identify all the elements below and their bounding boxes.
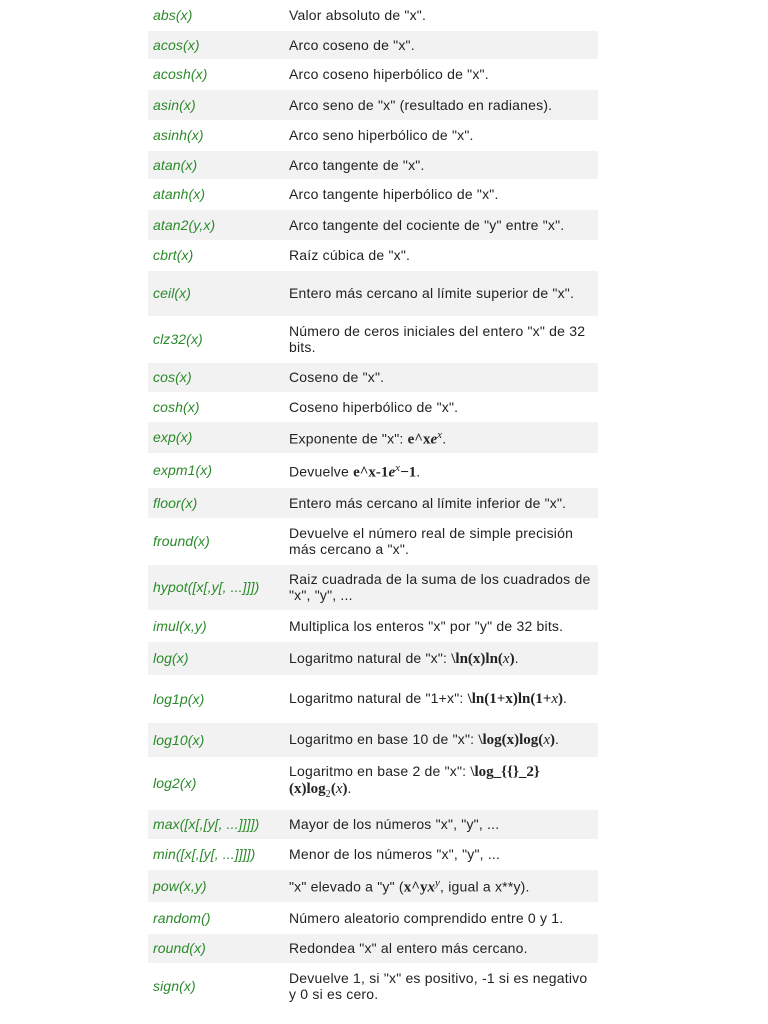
function-name: sign(x) (148, 963, 289, 1009)
description-tail: . (563, 690, 568, 706)
function-description (289, 518, 598, 564)
function-name: floor(x) (148, 487, 289, 518)
function-name: asinh(x) (148, 120, 289, 150)
table-row (148, 150, 598, 179)
function-name: log(x) (148, 641, 289, 675)
function-description (289, 209, 598, 240)
function-name: round(x) (148, 933, 289, 963)
function-name: acos(x) (148, 30, 289, 59)
table-row (148, 963, 598, 1009)
function-description (289, 453, 598, 487)
function-description (289, 610, 598, 641)
function-name: max([x[,[y[, ...]]]]) (148, 809, 289, 839)
description-tail: . (514, 649, 519, 666)
description-text: Arco coseno hiperbólico de "x". (289, 66, 489, 82)
description-text: Número de ceros iniciales del entero "x" de 32 bits. (289, 323, 586, 355)
function-name: log1p(x) (148, 675, 289, 722)
table-body (148, 0, 598, 1009)
math-variable: x (551, 691, 559, 707)
table-row (148, 120, 598, 150)
description-text: Multiplica los enteros "x" por "y" de 32 bits. (289, 617, 564, 634)
function-name: ceil(x) (148, 270, 289, 316)
function-description (289, 675, 598, 722)
function-description (289, 839, 598, 869)
description-text: Logaritmo natural de "x": (289, 649, 452, 666)
function-description (289, 869, 598, 902)
description-text: Valor absoluto de "x". (289, 6, 427, 23)
table-row (148, 902, 598, 933)
function-description (289, 757, 598, 809)
function-name: cbrt(x) (148, 240, 289, 270)
table-row (148, 809, 598, 839)
math-rendered: ln(1+ (517, 691, 552, 707)
function-name: atan(x) (148, 150, 289, 179)
description-text: Devuelve el número real de simple precisión más cercano a "x". (289, 525, 574, 557)
description-text: Raiz cuadrada de la suma de los cuadrados de "x", "y", ... (289, 571, 591, 603)
function-name: expm1(x) (148, 453, 289, 487)
table-row (148, 757, 598, 809)
function-description (289, 902, 598, 933)
math-tail: ) (549, 732, 555, 748)
description-text: Mayor de los números "x", "y", ... (289, 816, 500, 832)
function-description (289, 120, 598, 150)
table-row (148, 675, 598, 722)
function-name: imul(x,y) (148, 610, 289, 641)
table-row (148, 421, 598, 453)
function-description (289, 809, 598, 839)
math-source: \ln(x) (451, 650, 486, 667)
description-text: Raíz cúbica de "x". (289, 247, 411, 263)
math-source: e^x (407, 431, 431, 448)
description-text: Logaritmo en base 10 de "x": (289, 731, 479, 747)
function-description (289, 421, 598, 453)
description-text: Devuelve 1, si "x" es positivo, -1 si es negativo y 0 si es cero. (289, 970, 588, 1002)
math-tail: ) (509, 650, 515, 667)
function-description (289, 270, 598, 316)
table-row (148, 270, 598, 316)
function-name: fround(x) (148, 518, 289, 564)
math-source: \log_{{}_2}(x) (289, 764, 540, 798)
table-row (148, 362, 598, 392)
function-name: random() (148, 902, 289, 933)
table-row (148, 0, 598, 30)
math-functions-table (148, 0, 598, 1010)
math-variable: x (543, 732, 550, 748)
table-row (148, 839, 598, 869)
math-rendered: x (427, 879, 435, 896)
function-description (289, 150, 598, 179)
math-rendered: ln( (485, 650, 503, 667)
table-row (148, 179, 598, 209)
math-source: \ln(1+x) (467, 691, 518, 707)
description-tail: . (416, 463, 421, 480)
description-text: Devuelve (289, 463, 354, 480)
function-name: min([x[,[y[, ...]]]]) (148, 839, 289, 869)
math-variable: x (502, 650, 510, 667)
description-tail: . (442, 430, 447, 447)
math-rendered: log( (519, 732, 544, 748)
description-text: Número aleatorio comprendido entre 0 y 1. (289, 909, 564, 926)
function-name: log2(x) (148, 757, 289, 809)
function-name: cos(x) (148, 362, 289, 392)
description-text: Entero más cercano al límite inferior de "x". (289, 494, 567, 511)
math-superscript: x (395, 461, 401, 474)
description-text: Arco seno de "x" (resultado en radianes). (289, 96, 553, 113)
function-description (289, 564, 598, 610)
description-tail: , igual a x**y). (440, 878, 530, 895)
function-name: acosh(x) (148, 59, 289, 89)
function-description (289, 487, 598, 518)
table-row (148, 240, 598, 270)
function-description (289, 963, 598, 1009)
table-row (148, 641, 598, 675)
function-description (289, 240, 598, 270)
function-description (289, 89, 598, 120)
table-row (148, 610, 598, 641)
function-description (289, 641, 598, 675)
description-text: Redondea "x" al entero más cercano. (289, 940, 528, 956)
function-name: abs(x) (148, 0, 289, 30)
description-tail: . (554, 731, 560, 747)
function-description (289, 392, 598, 421)
function-name: clz32(x) (148, 316, 289, 362)
math-source: \log(x) (478, 732, 520, 748)
function-name: exp(x) (148, 421, 289, 453)
table-row (148, 30, 598, 59)
function-name: cosh(x) (148, 392, 289, 421)
function-description (289, 933, 598, 963)
table-row (148, 453, 598, 487)
function-description (289, 59, 598, 89)
description-text: Entero más cercano al límite superior de "x". (289, 285, 575, 301)
math-rendered: log (306, 781, 326, 798)
function-name: log10(x) (148, 722, 289, 757)
function-description (289, 0, 598, 30)
math-subscript: 2 (325, 788, 331, 800)
description-text: Arco coseno de "x". (289, 36, 415, 53)
description-text: Exponente de "x": (289, 430, 408, 447)
description-text: Arco tangente hiperbólico de "x". (289, 186, 499, 202)
description-text: Menor de los números "x", "y", ... (289, 846, 501, 862)
table-row (148, 933, 598, 963)
function-description (289, 316, 598, 362)
function-description (289, 722, 598, 757)
table-row (148, 518, 598, 564)
function-name: asin(x) (148, 89, 289, 120)
description-text: Coseno hiperbólico de "x". (289, 398, 459, 415)
math-tail: ) (342, 781, 348, 798)
description-text: Logaritmo en base 2 de "x": (289, 763, 471, 780)
table-row (148, 564, 598, 610)
table-row (148, 487, 598, 518)
math-tail: ) (558, 691, 564, 707)
description-text: "x" elevado a "y" ( (289, 878, 404, 895)
math-paren: ( (330, 781, 336, 798)
function-name: pow(x,y) (148, 869, 289, 902)
table-row (148, 89, 598, 120)
math-source: x^y (403, 879, 428, 896)
table-row (148, 316, 598, 362)
table-row (148, 392, 598, 421)
math-variable: x (335, 781, 343, 798)
math-superscript: x (437, 428, 443, 441)
description-text: Arco tangente del cociente de "y" entre "x". (289, 216, 565, 233)
description-text: Arco tangente de "x". (289, 156, 425, 173)
description-tail: . (347, 780, 352, 797)
function-name: hypot([x[,y[, ...]]]) (148, 564, 289, 610)
function-name: atanh(x) (148, 179, 289, 209)
table-row (148, 869, 598, 902)
function-name: atan2(y,x) (148, 209, 289, 240)
math-tail: −1 (400, 464, 417, 481)
function-description (289, 362, 598, 392)
description-text: Arco seno hiperbólico de "x". (289, 127, 474, 143)
function-description (289, 30, 598, 59)
math-rendered: e (430, 431, 438, 448)
table-row (148, 59, 598, 89)
math-rendered: e (388, 464, 396, 481)
table-row (148, 722, 598, 757)
table-row (148, 209, 598, 240)
function-description (289, 179, 598, 209)
description-text: Logaritmo natural de "1+x": (289, 690, 468, 706)
description-text: Coseno de "x". (289, 369, 385, 385)
math-superscript: y (434, 877, 441, 890)
math-source: e^x-1 (353, 464, 389, 481)
